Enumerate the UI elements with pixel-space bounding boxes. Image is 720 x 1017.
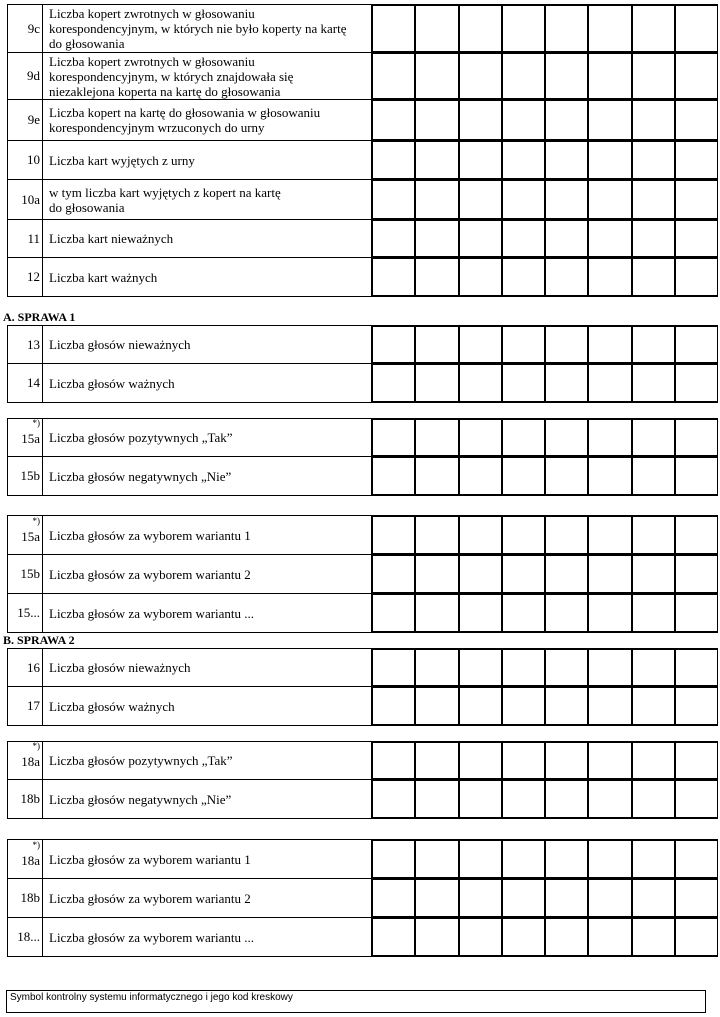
digit-boxes[interactable]: [371, 418, 717, 457]
row-label: Liczba głosów pozytywnych „Tak”: [49, 753, 233, 768]
row-label: Liczba kopert zwrotnych w głosowaniu korespondencyjnym, w których nie było koperty na kartę do głosowania: [49, 6, 347, 51]
digit-boxes[interactable]: [371, 554, 717, 594]
control-symbol-box: [6, 990, 706, 1013]
row-label: Liczba głosów ważnych: [49, 375, 175, 391]
table-row: [7, 878, 718, 918]
row-number: 16: [8, 649, 43, 686]
section-a-group-2: [7, 418, 718, 496]
table-row: [7, 515, 718, 555]
table-row: [7, 99, 718, 141]
table-row: [7, 257, 718, 297]
row-label: Liczba kopert zwrotnych w głosowaniu korespondencyjnym, w których znajdowała się niezaklejona koperta na kartę do głosowania: [49, 53, 294, 99]
table-row: [7, 325, 718, 364]
table-row: [7, 4, 718, 53]
table-row: [7, 779, 718, 819]
digit-boxes[interactable]: [371, 4, 717, 53]
row-number: 11: [8, 220, 43, 257]
digit-boxes[interactable]: [371, 515, 717, 555]
table-row: [7, 52, 718, 100]
row-label: Liczba głosów pozytywnych „Tak”: [49, 430, 233, 445]
digit-boxes[interactable]: [371, 363, 717, 403]
control-symbol-label: Symbol kontrolny systemu informatycznego i jego kod kreskowy: [10, 992, 293, 1003]
row-number: 12: [8, 258, 43, 296]
footnote-mark: *): [32, 418, 40, 428]
row-label: Liczba głosów za wyborem wariantu 2: [49, 890, 251, 906]
table-row: [7, 741, 718, 780]
table-row: [7, 219, 718, 258]
row-number: 9c: [8, 5, 43, 52]
digit-boxes[interactable]: [371, 456, 717, 496]
digit-boxes[interactable]: [371, 99, 717, 141]
footnote-mark: *): [32, 840, 40, 850]
table-row: [7, 140, 718, 180]
row-number: *) 15a: [8, 516, 43, 554]
row-number: 18b: [8, 879, 43, 917]
row-label: Liczba głosów za wyborem wariantu 2: [49, 566, 251, 582]
row-number: 18...: [8, 918, 43, 956]
digit-boxes[interactable]: [371, 686, 717, 726]
digit-boxes[interactable]: [371, 878, 717, 918]
digit-boxes[interactable]: [371, 52, 717, 100]
table-row: [7, 839, 718, 879]
row-label: Liczba głosów nieważnych: [49, 337, 191, 352]
row-number: 17: [8, 687, 43, 725]
section-b-group-3: [7, 839, 718, 957]
row-label: Liczba kart ważnych: [49, 269, 158, 285]
row-label: w tym liczba kart wyjętych z kopert na kartę do głosowania: [49, 184, 281, 215]
digit-boxes[interactable]: [371, 593, 717, 633]
row-label: Liczba głosów za wyborem wariantu ...: [49, 929, 255, 945]
digit-boxes[interactable]: [371, 325, 717, 364]
digit-boxes[interactable]: [371, 839, 717, 879]
section-a-group-1: [7, 325, 718, 403]
section-a-title: A. SPRAWA 1: [3, 310, 76, 324]
row-number: 15b: [8, 555, 43, 593]
row-number: *) 18a: [8, 742, 43, 779]
table-row: [7, 686, 718, 726]
digit-boxes[interactable]: [371, 779, 717, 819]
top-table: [7, 4, 718, 297]
digit-boxes[interactable]: [371, 648, 717, 687]
table-row: [7, 648, 718, 687]
row-number: 13: [8, 326, 43, 363]
row-number: *) 15a: [8, 419, 43, 456]
section-b-group-1: [7, 648, 718, 726]
footnote-mark: *): [32, 516, 40, 526]
digit-boxes[interactable]: [371, 140, 717, 180]
table-row: [7, 363, 718, 403]
row-label: Liczba głosów nieważnych: [49, 660, 191, 675]
row-number: 10a: [8, 180, 43, 219]
row-label: Liczba kopert na kartę do głosowania w głosowaniu korespondencyjnym wrzuconych do urny: [49, 105, 321, 135]
digit-boxes[interactable]: [371, 741, 717, 780]
row-number: 9e: [8, 100, 43, 140]
row-number: *) 18a: [8, 840, 43, 878]
section-b-title: B. SPRAWA 2: [3, 633, 75, 647]
row-number: 14: [8, 364, 43, 402]
row-number: 9d: [8, 53, 43, 99]
row-label: Liczba głosów ważnych: [49, 698, 175, 714]
table-row: [7, 917, 718, 957]
table-row: [7, 179, 718, 220]
row-label: Liczba głosów za wyborem wariantu ...: [49, 605, 255, 621]
row-number: 18b: [8, 780, 43, 818]
digit-boxes[interactable]: [371, 917, 717, 957]
digit-boxes[interactable]: [371, 219, 717, 258]
section-a-group-3: [7, 515, 718, 633]
table-row: [7, 456, 718, 496]
digit-boxes[interactable]: [371, 179, 717, 220]
row-label: Liczba głosów za wyborem wariantu 1: [49, 527, 251, 543]
row-label: Liczba głosów negatywnych „Nie”: [49, 791, 232, 807]
row-label: Liczba głosów negatywnych „Nie”: [49, 468, 232, 484]
section-b-group-2: [7, 741, 718, 819]
table-row: [7, 554, 718, 594]
row-number: 10: [8, 141, 43, 179]
row-label: Liczba głosów za wyborem wariantu 1: [49, 851, 251, 867]
row-number: 15...: [8, 594, 43, 632]
footnote-mark: *): [32, 741, 40, 751]
table-row: [7, 418, 718, 457]
row-number: 15b: [8, 457, 43, 495]
row-label: Liczba kart nieważnych: [49, 231, 174, 246]
digit-boxes[interactable]: [371, 257, 717, 297]
table-row: [7, 593, 718, 633]
row-label: Liczba kart wyjętych z urny: [49, 152, 195, 168]
